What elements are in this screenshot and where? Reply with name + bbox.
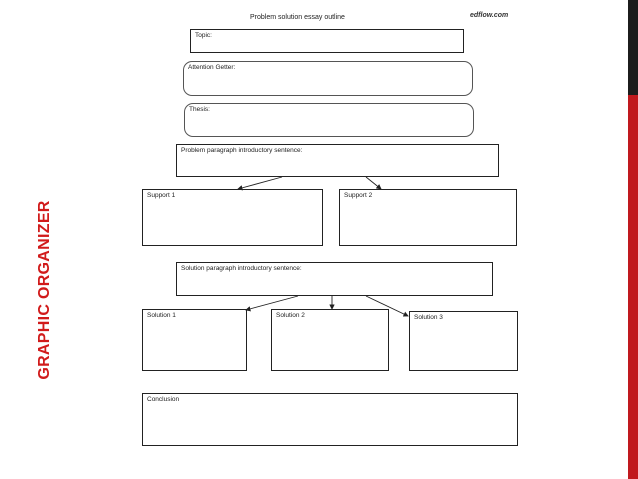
arrow-to-support-1 — [238, 177, 282, 189]
thesis-label: Thesis: — [189, 106, 210, 113]
slide-side-title: GRAPHIC ORGANIZER — [36, 200, 53, 380]
worksheet-title: Problem solution essay outline — [250, 14, 345, 21]
solution-1-label: Solution 1 — [147, 312, 176, 319]
support-1-label: Support 1 — [147, 192, 176, 199]
solution-intro-label: Solution paragraph introductory sentence: — [181, 265, 302, 272]
attention-getter-label: Attention Getter: — [188, 64, 236, 71]
problem-intro-label: Problem paragraph introductory sentence: — [181, 147, 303, 154]
worksheet-site: edflow.com — [470, 12, 509, 19]
support-2-label: Support 2 — [344, 192, 373, 199]
arrow-to-support-2 — [366, 177, 381, 189]
arrow-to-solution-3 — [366, 296, 408, 316]
arrow-to-solution-1 — [246, 296, 298, 310]
solution-2-label: Solution 2 — [276, 312, 305, 319]
conclusion-label: Conclusion — [147, 396, 180, 403]
topic-label: Topic: — [195, 32, 212, 39]
solution-3-label: Solution 3 — [414, 314, 443, 321]
